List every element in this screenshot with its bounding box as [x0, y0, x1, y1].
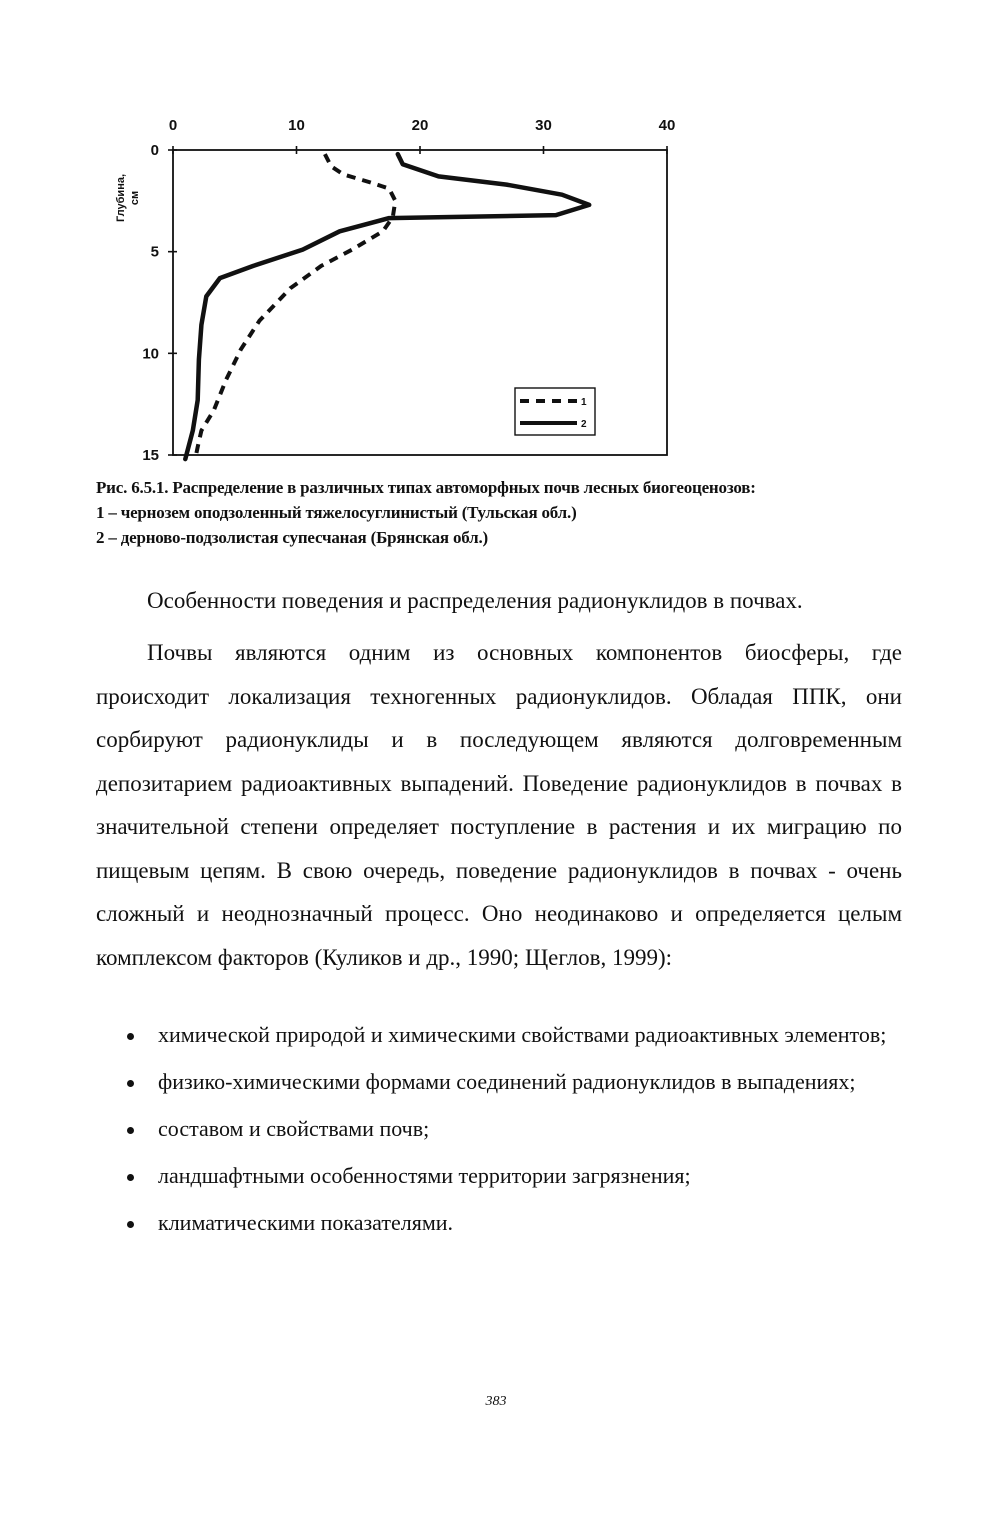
page-number: 383 — [485, 1394, 507, 1409]
y-tick-label: 0 — [150, 142, 159, 159]
x-tick-label: 30 — [535, 117, 552, 134]
y-tick-label: 5 — [150, 243, 159, 261]
bullet-icon — [127, 1174, 134, 1181]
list-item — [96, 1210, 902, 1236]
x-tick-label: 20 — [411, 117, 429, 134]
list-item — [96, 1069, 902, 1095]
x-tick-label: 10 — [288, 117, 305, 134]
section-heading: Особенности поведения и распределения радионуклидов в почвах. — [147, 588, 803, 613]
depth-distribution-chart — [100, 105, 740, 475]
bullet-icon — [127, 1080, 134, 1087]
list-item — [96, 1163, 902, 1189]
figure-caption-line-1: 1 – чернозем оподзоленный тяжелосуглинистый (Тульская обл.) — [96, 503, 577, 522]
body-paragraph: Почвы являются одним из основных компонентов биосферы, где происходит локализация техногенных радионуклидов. Обладая ППК, они сорбируют радионуклиды и в последующем являются долговременным депозитарием радиоактивных выпадений. Поведение радионуклидов в почвах в значительной степени определяет поступление в растения и их миграцию по пищевым цепям. В свою очередь, поведение радионуклидов в почвах - очень сложный и неоднозначный процесс. Оно неодинаково и определяется целым комплексом факторов (Куликов и др., 1990; Щеглов, 1999): — [96, 640, 902, 970]
y-tick-label: 10 — [142, 345, 159, 363]
list-item — [96, 1116, 902, 1142]
series-line-1 — [195, 154, 395, 459]
y-axis-label-line2: см — [129, 190, 141, 206]
x-tick-label: 40 — [658, 117, 676, 134]
factor-list — [96, 1022, 902, 1257]
legend-label: 1 — [581, 397, 587, 408]
bullet-icon — [127, 1033, 134, 1040]
y-tick-label: 15 — [142, 447, 159, 464]
figure-chart — [100, 105, 740, 475]
figure-caption-line-2: 2 – дерново-подзолистая супесчаная (Брянская обл.) — [96, 528, 489, 547]
bullet-icon — [127, 1221, 134, 1228]
list-item-text: климатическими показателями. — [158, 1210, 454, 1235]
x-tick-label: 0 — [168, 117, 178, 134]
list-item-text: физико-химическими формами соединений радионуклидов в выпадениях; — [158, 1069, 856, 1094]
chart-legend — [515, 388, 595, 435]
list-item-text: ландшафтными особенностями территории загрязнения; — [158, 1163, 691, 1188]
list-item — [96, 1022, 902, 1048]
list-item-text: составом и свойствами почв; — [158, 1116, 430, 1141]
list-item-text: химической природой и химическими свойствами радиоактивных элементов; — [158, 1022, 887, 1047]
legend-label: 2 — [581, 419, 587, 430]
y-axis-label-line1: Глубина, — [115, 173, 127, 223]
bullet-icon — [127, 1127, 134, 1134]
figure-caption-title: Рис. 6.5.1. Распределение в различных типах автоморфных почв лесных биогеоценозов: — [96, 478, 756, 497]
